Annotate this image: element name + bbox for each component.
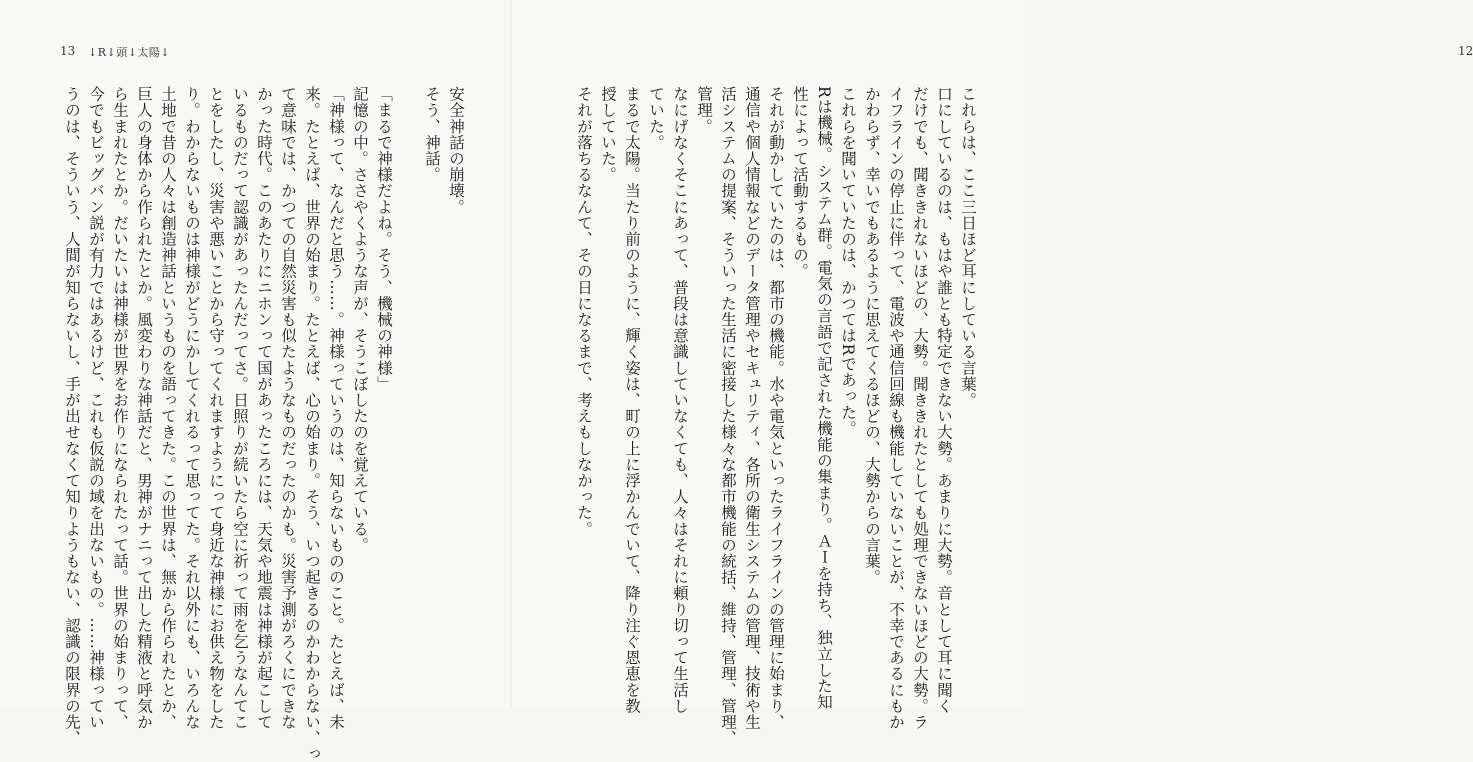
text-line: ていた。 [647, 86, 665, 151]
text-line: 「まるで神様だよね。そう、機械の神様」 [375, 86, 393, 392]
text-line: 管理。 [695, 86, 713, 135]
text-line: まるで太陽。当たり前のように、輝く姿は、町の上に浮かんでいて、降り注ぐ恩恵を教 [623, 86, 641, 714]
blank-line [396, 86, 420, 656]
text-line: うのは、そういう、人間が知らないし、手が出せなくて知りようもない、認識の限界の先、 [63, 86, 81, 747]
text-line: これらは、ここ三日ほど耳にしている言葉。 [959, 86, 977, 408]
text-line: とをしたし、災害や悪いことから守ってくれますようにって身近な神様にお供え物をした [207, 86, 225, 730]
text-line: そう、神話。 [423, 86, 441, 183]
text-line: Rは機械。システム群。電気の言語で記された機能の集まり。ＡＩを持ち、独立した知 [815, 86, 833, 711]
right-page-text [540, 86, 980, 747]
running-head: ↓R↓頭↓太陽↓ [88, 46, 171, 59]
text-line: り。わからないものは神様がどうにかしてくれるって思ってた。それ以外にも、いろんな [183, 86, 201, 730]
text-line: かわらず、幸いでもあるように思えてくるほどの、大勢からの言葉。 [863, 86, 881, 586]
text-line: 土地で昔の人々は創造神話というものを語ってきた。この世界は、無から作られたとか、 [159, 86, 177, 730]
text-line: 記憶の中。ささやくような声が、そうこぼしたのを覚えている。 [351, 86, 369, 553]
left-page-text [48, 86, 468, 762]
text-line: イフラインの停止に伴って、電波や通信回線も機能していないことが、不幸であるにもか [887, 86, 905, 730]
text-line: それが動かしていたのは、都市の機能。水や電気といったライフラインの管理に始まり、 [767, 86, 785, 730]
text-line: 授していた。 [599, 86, 617, 183]
text-line: 活システムの提案、そういった生活に密接した様々な都市機能の統括、維持、管理、管理、 [719, 86, 737, 747]
text-line: て意味では、かつての自然災害も似たようなものだったのかも。災害予測がろくにできな [279, 86, 297, 730]
text-line: 口にしているのは、もはや誰とも特定できない大勢。あまりに大勢。音として耳に聞く [935, 86, 953, 714]
text-line: 今でもビッグバン説が有力ではあるけど、これも仮説の域を出ないもの。……神様ってい [87, 86, 105, 730]
text-line: 性によって活動するもの。 [791, 86, 809, 280]
text-line: だけでも、聞ききれないほどの、大勢。聞ききれたとしても処理できないほどの大勢。ラ [911, 86, 929, 730]
text-line: 安全神話の崩壊。 [447, 86, 465, 215]
text-line: なにげなくそこにあって、普段は意識していなくても、人々はそれに頼り切って生活し [671, 86, 689, 714]
left-page [0, 0, 512, 762]
page-number-right: 12 [1458, 44, 1473, 58]
text-line: 来。たとえば、世界の始まり。たとえば、心の始まり。そう、いつ起きるのかわからない、っ [303, 86, 321, 762]
right-page [512, 0, 1473, 747]
text-line: これらを聞いていたのは、かつてはRであった。 [839, 86, 857, 437]
text-line: いるものだって認識があったんだってさ。日照りが続いたら空に祈って雨を乞うなんてこ [231, 86, 249, 730]
text-line: それが落ちるなんて、その日になるまで、考えもしなかった。 [575, 86, 593, 537]
text-line: 巨人の身体から作られたとか。風変わりな神話だと、男神がナニって出した精液と呼気か [135, 86, 153, 730]
text-line: 通信や個人情報などのデータ管理やセキュリティ、各所の衛生システムの管理、技術や生 [743, 86, 761, 730]
text-line: 「神様って、なんだと思う……。神様っていうのは、知らないもののこと。たとえば、未 [327, 86, 345, 730]
text-line: ら生まれたとか。だいたいは神様が世界をお作りになられたって話。世界の始まりって、 [111, 86, 129, 730]
page-number-left: 13 [60, 44, 76, 58]
text-line: かった時代。このあたりにニホンって国があったころには、天気や地震は神様が起こして [255, 86, 273, 730]
